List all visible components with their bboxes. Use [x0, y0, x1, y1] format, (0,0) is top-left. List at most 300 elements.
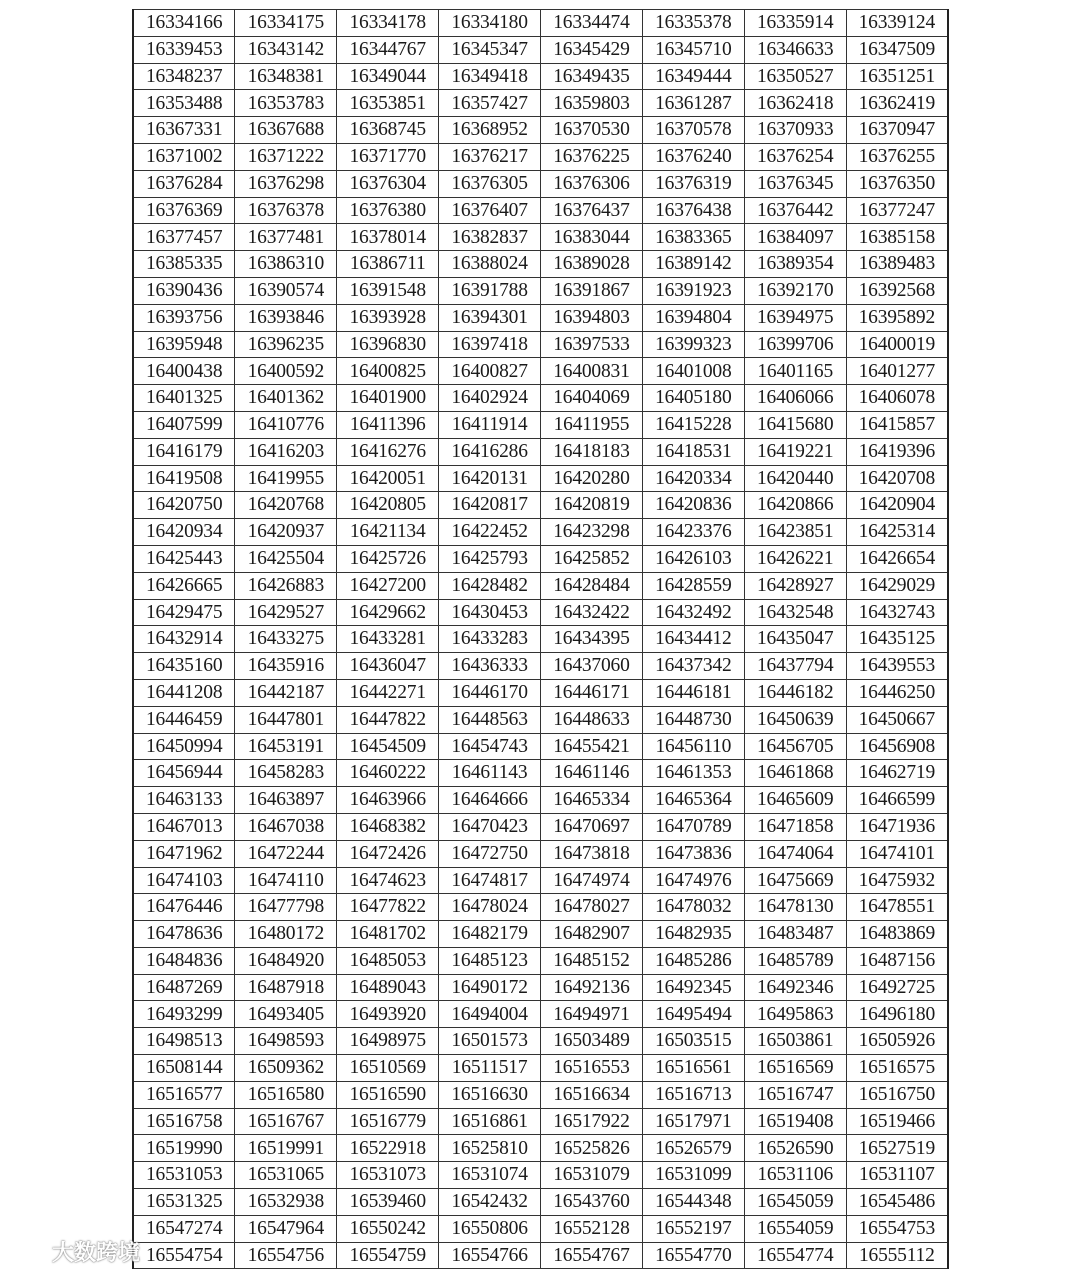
table-cell: 16516553 [541, 1055, 643, 1082]
table-cell: 16525826 [541, 1135, 643, 1162]
table-cell: 16516630 [439, 1081, 541, 1108]
table-cell: 16376225 [541, 143, 643, 170]
table-cell: 16386310 [235, 251, 337, 278]
table-cell: 16519991 [235, 1135, 337, 1162]
table-cell: 16400825 [337, 358, 439, 385]
table-cell: 16429475 [133, 599, 235, 626]
table-row [133, 1189, 948, 1216]
table-cell: 16345710 [642, 36, 744, 63]
table-body [133, 10, 948, 1269]
table-cell: 16494004 [439, 1001, 541, 1028]
table-row [133, 492, 948, 519]
table-cell: 16376298 [235, 170, 337, 197]
table-cell: 16554059 [744, 1215, 846, 1242]
table-cell: 16525810 [439, 1135, 541, 1162]
table-cell: 16376437 [541, 197, 643, 224]
table-row [133, 1028, 948, 1055]
table-cell: 16421134 [337, 519, 439, 546]
table-cell: 16448563 [439, 706, 541, 733]
table-cell: 16353783 [235, 90, 337, 117]
table-cell: 16543760 [541, 1189, 643, 1216]
table-cell: 16430453 [439, 599, 541, 626]
table-cell: 16485053 [337, 947, 439, 974]
table-cell: 16526590 [744, 1135, 846, 1162]
table-cell: 16416179 [133, 438, 235, 465]
table-row [133, 438, 948, 465]
table-cell: 16405180 [642, 385, 744, 412]
table-cell: 16462719 [846, 760, 948, 787]
table-cell: 16474974 [541, 867, 643, 894]
table-cell: 16420051 [337, 465, 439, 492]
table-cell: 16448633 [541, 706, 643, 733]
table-row [133, 626, 948, 653]
table-cell: 16391923 [642, 277, 744, 304]
table-cell: 16383044 [541, 224, 643, 251]
table-cell: 16516758 [133, 1108, 235, 1135]
table-cell: 16465334 [541, 787, 643, 814]
table-cell: 16526579 [642, 1135, 744, 1162]
table-cell: 16503489 [541, 1028, 643, 1055]
table-cell: 16474623 [337, 867, 439, 894]
table-cell: 16348381 [235, 63, 337, 90]
table-row [133, 1001, 948, 1028]
table-cell: 16435916 [235, 653, 337, 680]
table-cell: 16353851 [337, 90, 439, 117]
table-cell: 16425314 [846, 519, 948, 546]
table-cell: 16397533 [541, 331, 643, 358]
table-cell: 16335378 [642, 10, 744, 37]
table-cell: 16432743 [846, 599, 948, 626]
table-cell: 16370933 [744, 117, 846, 144]
table-row [133, 63, 948, 90]
table-cell: 16442271 [337, 679, 439, 706]
table-cell: 16383365 [642, 224, 744, 251]
table-row [133, 787, 948, 814]
table-cell: 16461143 [439, 760, 541, 787]
table-cell: 16394803 [541, 304, 643, 331]
table-cell: 16428484 [541, 572, 643, 599]
table-cell: 16532938 [235, 1189, 337, 1216]
table-cell: 16393756 [133, 304, 235, 331]
table-row [133, 277, 948, 304]
table-cell: 16516767 [235, 1108, 337, 1135]
table-cell: 16348237 [133, 63, 235, 90]
table-cell: 16471858 [744, 813, 846, 840]
table-cell: 16436333 [439, 653, 541, 680]
table-cell: 16487156 [846, 947, 948, 974]
table-cell: 16446181 [642, 679, 744, 706]
table-cell: 16550806 [439, 1215, 541, 1242]
table-cell: 16411955 [541, 411, 643, 438]
table-row [133, 358, 948, 385]
table-cell: 16519990 [133, 1135, 235, 1162]
table-cell: 16399706 [744, 331, 846, 358]
table-cell: 16425852 [541, 545, 643, 572]
table-cell: 16420805 [337, 492, 439, 519]
table-cell: 16376407 [439, 197, 541, 224]
table-cell: 16357427 [439, 90, 541, 117]
table-cell: 16478551 [846, 894, 948, 921]
table-cell: 16394301 [439, 304, 541, 331]
table-cell: 16344767 [337, 36, 439, 63]
table-cell: 16487269 [133, 974, 235, 1001]
table-cell: 16346633 [744, 36, 846, 63]
table-cell: 16527519 [846, 1135, 948, 1162]
table-cell: 16516575 [846, 1055, 948, 1082]
table-cell: 16498975 [337, 1028, 439, 1055]
table-cell: 16463966 [337, 787, 439, 814]
table-cell: 16531079 [541, 1162, 643, 1189]
table-cell: 16359803 [541, 90, 643, 117]
table-row [133, 1081, 948, 1108]
table-cell: 16531074 [439, 1162, 541, 1189]
table-cell: 16389483 [846, 251, 948, 278]
number-table [132, 9, 949, 1269]
table-cell: 16370947 [846, 117, 948, 144]
table-cell: 16420280 [541, 465, 643, 492]
table-cell: 16482179 [439, 921, 541, 948]
table-cell: 16432422 [541, 599, 643, 626]
table-cell: 16376442 [744, 197, 846, 224]
table-cell: 16470697 [541, 813, 643, 840]
table-cell: 16554753 [846, 1215, 948, 1242]
table-cell: 16377247 [846, 197, 948, 224]
table-cell: 16400827 [439, 358, 541, 385]
table-cell: 16406078 [846, 385, 948, 412]
table-cell: 16377481 [235, 224, 337, 251]
table-row [133, 143, 948, 170]
table-cell: 16484920 [235, 947, 337, 974]
table-cell: 16494971 [541, 1001, 643, 1028]
table-cell: 16463133 [133, 787, 235, 814]
table-cell: 16422452 [439, 519, 541, 546]
table-row [133, 867, 948, 894]
table-cell: 16433283 [439, 626, 541, 653]
table-cell: 16472750 [439, 840, 541, 867]
table-cell: 16501573 [439, 1028, 541, 1055]
table-cell: 16471936 [846, 813, 948, 840]
table-cell: 16420708 [846, 465, 948, 492]
table-cell: 16418183 [541, 438, 643, 465]
table-cell: 16475669 [744, 867, 846, 894]
table-cell: 16547274 [133, 1215, 235, 1242]
table-cell: 16454743 [439, 733, 541, 760]
table-cell: 16460222 [337, 760, 439, 787]
table-cell: 16391788 [439, 277, 541, 304]
table-cell: 16547964 [235, 1215, 337, 1242]
table-cell: 16450994 [133, 733, 235, 760]
table-cell: 16478027 [541, 894, 643, 921]
table-cell: 16394804 [642, 304, 744, 331]
table-cell: 16425793 [439, 545, 541, 572]
table-cell: 16492346 [744, 974, 846, 1001]
table-cell: 16415228 [642, 411, 744, 438]
table-row [133, 1055, 948, 1082]
table-cell: 16428927 [744, 572, 846, 599]
table-cell: 16522918 [337, 1135, 439, 1162]
table-cell: 16467038 [235, 813, 337, 840]
table-cell: 16473818 [541, 840, 643, 867]
table-cell: 16401362 [235, 385, 337, 412]
table-cell: 16426665 [133, 572, 235, 599]
table-cell: 16429029 [846, 572, 948, 599]
table-cell: 16376217 [439, 143, 541, 170]
table-cell: 16464666 [439, 787, 541, 814]
table-cell: 16552128 [541, 1215, 643, 1242]
table-cell: 16362419 [846, 90, 948, 117]
table-cell: 16473836 [642, 840, 744, 867]
table-cell: 16519408 [744, 1108, 846, 1135]
table-cell: 16426654 [846, 545, 948, 572]
table-row [133, 36, 948, 63]
table-cell: 16554754 [133, 1242, 235, 1269]
table-cell: 16407599 [133, 411, 235, 438]
table-cell: 16456705 [744, 733, 846, 760]
table-cell: 16401277 [846, 358, 948, 385]
table-cell: 16411396 [337, 411, 439, 438]
table-row [133, 331, 948, 358]
table-cell: 16531073 [337, 1162, 439, 1189]
table-cell: 16428482 [439, 572, 541, 599]
table-cell: 16368952 [439, 117, 541, 144]
table-cell: 16420131 [439, 465, 541, 492]
table-cell: 16392170 [744, 277, 846, 304]
table-cell: 16416286 [439, 438, 541, 465]
table-cell: 16334474 [541, 10, 643, 37]
table-cell: 16478636 [133, 921, 235, 948]
table-cell: 16478032 [642, 894, 744, 921]
table-cell: 16376254 [744, 143, 846, 170]
table-row [133, 572, 948, 599]
table-cell: 16552197 [642, 1215, 744, 1242]
table-cell: 16361287 [642, 90, 744, 117]
table-cell: 16419955 [235, 465, 337, 492]
table-cell: 16448730 [642, 706, 744, 733]
table-cell: 16489043 [337, 974, 439, 1001]
table-cell: 16415857 [846, 411, 948, 438]
table-cell: 16483869 [846, 921, 948, 948]
table-cell: 16436047 [337, 653, 439, 680]
table-cell: 16495863 [744, 1001, 846, 1028]
table-row [133, 760, 948, 787]
table-cell: 16516569 [744, 1055, 846, 1082]
table-cell: 16429662 [337, 599, 439, 626]
table-cell: 16471962 [133, 840, 235, 867]
table-cell: 16461868 [744, 760, 846, 787]
table-cell: 16480172 [235, 921, 337, 948]
table-row [133, 117, 948, 144]
table-row [133, 170, 948, 197]
table-cell: 16554756 [235, 1242, 337, 1269]
table-cell: 16432914 [133, 626, 235, 653]
table-cell: 16516561 [642, 1055, 744, 1082]
table-cell: 16426221 [744, 545, 846, 572]
table-cell: 16446170 [439, 679, 541, 706]
table-cell: 16493405 [235, 1001, 337, 1028]
watermark [8, 1233, 140, 1269]
table-cell: 16386711 [337, 251, 439, 278]
table-cell: 16484836 [133, 947, 235, 974]
table-cell: 16334180 [439, 10, 541, 37]
table-cell: 16456944 [133, 760, 235, 787]
table-cell: 16435047 [744, 626, 846, 653]
table-cell: 16555112 [846, 1242, 948, 1269]
table-cell: 16385335 [133, 251, 235, 278]
table-cell: 16416276 [337, 438, 439, 465]
table-cell: 16350527 [744, 63, 846, 90]
table-cell: 16496180 [846, 1001, 948, 1028]
table-row [133, 947, 948, 974]
table-cell: 16474110 [235, 867, 337, 894]
table-cell: 16370530 [541, 117, 643, 144]
table-cell: 16393928 [337, 304, 439, 331]
table-cell: 16349044 [337, 63, 439, 90]
table-cell: 16531107 [846, 1162, 948, 1189]
table-cell: 16483487 [744, 921, 846, 948]
table-cell: 16420440 [744, 465, 846, 492]
table-cell: 16420866 [744, 492, 846, 519]
table-cell: 16474101 [846, 840, 948, 867]
table-cell: 16345347 [439, 36, 541, 63]
table-cell: 16554767 [541, 1242, 643, 1269]
table-cell: 16531325 [133, 1189, 235, 1216]
table-cell: 16349418 [439, 63, 541, 90]
table-cell: 16334166 [133, 10, 235, 37]
table-cell: 16461146 [541, 760, 643, 787]
table-cell: 16516580 [235, 1081, 337, 1108]
table-cell: 16435125 [846, 626, 948, 653]
table-cell: 16420937 [235, 519, 337, 546]
table-cell: 16434395 [541, 626, 643, 653]
table-row [133, 304, 948, 331]
table-row [133, 974, 948, 1001]
table-cell: 16391867 [541, 277, 643, 304]
table-cell: 16339124 [846, 10, 948, 37]
table-cell: 16396235 [235, 331, 337, 358]
table-cell: 16446250 [846, 679, 948, 706]
table-cell: 16367331 [133, 117, 235, 144]
table-cell: 16396830 [337, 331, 439, 358]
table-cell: 16393846 [235, 304, 337, 331]
table-cell: 16376305 [439, 170, 541, 197]
table-cell: 16371002 [133, 143, 235, 170]
table-cell: 16455421 [541, 733, 643, 760]
table-cell: 16531065 [235, 1162, 337, 1189]
table-cell: 16376284 [133, 170, 235, 197]
table-cell: 16509362 [235, 1055, 337, 1082]
table-cell: 16376240 [642, 143, 744, 170]
table-cell: 16419221 [744, 438, 846, 465]
table-cell: 16391548 [337, 277, 439, 304]
table-cell: 16376304 [337, 170, 439, 197]
table-cell: 16470423 [439, 813, 541, 840]
table-row [133, 385, 948, 412]
table-row [133, 706, 948, 733]
table-row [133, 545, 948, 572]
table-cell: 16493299 [133, 1001, 235, 1028]
table-cell: 16554766 [439, 1242, 541, 1269]
table-cell: 16426883 [235, 572, 337, 599]
table-cell: 16510569 [337, 1055, 439, 1082]
table-cell: 16516750 [846, 1081, 948, 1108]
table-cell: 16399323 [642, 331, 744, 358]
table-cell: 16385158 [846, 224, 948, 251]
table-cell: 16516779 [337, 1108, 439, 1135]
table-cell: 16410776 [235, 411, 337, 438]
table-cell: 16389142 [642, 251, 744, 278]
table-cell: 16376369 [133, 197, 235, 224]
table-cell: 16456908 [846, 733, 948, 760]
table-cell: 16343142 [235, 36, 337, 63]
table-cell: 16395892 [846, 304, 948, 331]
table-cell: 16416203 [235, 438, 337, 465]
table-cell: 16420836 [642, 492, 744, 519]
table-row [133, 733, 948, 760]
table-cell: 16503515 [642, 1028, 744, 1055]
table-row [133, 411, 948, 438]
table-cell: 16446182 [744, 679, 846, 706]
weibo-logo-icon [8, 1239, 46, 1263]
table-cell: 16351251 [846, 63, 948, 90]
table-cell: 16415680 [744, 411, 846, 438]
table-cell: 16516634 [541, 1081, 643, 1108]
table-row [133, 894, 948, 921]
table-cell: 16402924 [439, 385, 541, 412]
table-cell: 16461353 [642, 760, 744, 787]
table-cell: 16544348 [642, 1189, 744, 1216]
table-cell: 16465364 [642, 787, 744, 814]
table-cell: 16482907 [541, 921, 643, 948]
table-cell: 16382837 [439, 224, 541, 251]
table-cell: 16432548 [744, 599, 846, 626]
table-cell: 16347509 [846, 36, 948, 63]
table-cell: 16406066 [744, 385, 846, 412]
table-cell: 16395948 [133, 331, 235, 358]
table-cell: 16401008 [642, 358, 744, 385]
table-cell: 16516747 [744, 1081, 846, 1108]
table-cell: 16420768 [235, 492, 337, 519]
table-cell: 16450639 [744, 706, 846, 733]
table-cell: 16425443 [133, 545, 235, 572]
table-cell: 16411914 [439, 411, 541, 438]
table-cell: 16482935 [642, 921, 744, 948]
table-row [133, 1108, 948, 1135]
table-cell: 16433281 [337, 626, 439, 653]
table-cell: 16478024 [439, 894, 541, 921]
table-cell: 16423851 [744, 519, 846, 546]
table-row [133, 1242, 948, 1269]
table-cell: 16495494 [642, 1001, 744, 1028]
table-cell: 16400831 [541, 358, 643, 385]
table-cell: 16425504 [235, 545, 337, 572]
table-cell: 16511517 [439, 1055, 541, 1082]
table-cell: 16335914 [744, 10, 846, 37]
table-cell: 16539460 [337, 1189, 439, 1216]
table-cell: 16542432 [439, 1189, 541, 1216]
table-row [133, 840, 948, 867]
table-cell: 16456110 [642, 733, 744, 760]
table-cell: 16516577 [133, 1081, 235, 1108]
table-cell: 16378014 [337, 224, 439, 251]
table-cell: 16550242 [337, 1215, 439, 1242]
table-cell: 16419508 [133, 465, 235, 492]
table-cell: 16490172 [439, 974, 541, 1001]
table-row [133, 251, 948, 278]
table-cell: 16401900 [337, 385, 439, 412]
table-cell: 16400438 [133, 358, 235, 385]
table-row [133, 813, 948, 840]
table-cell: 16376345 [744, 170, 846, 197]
